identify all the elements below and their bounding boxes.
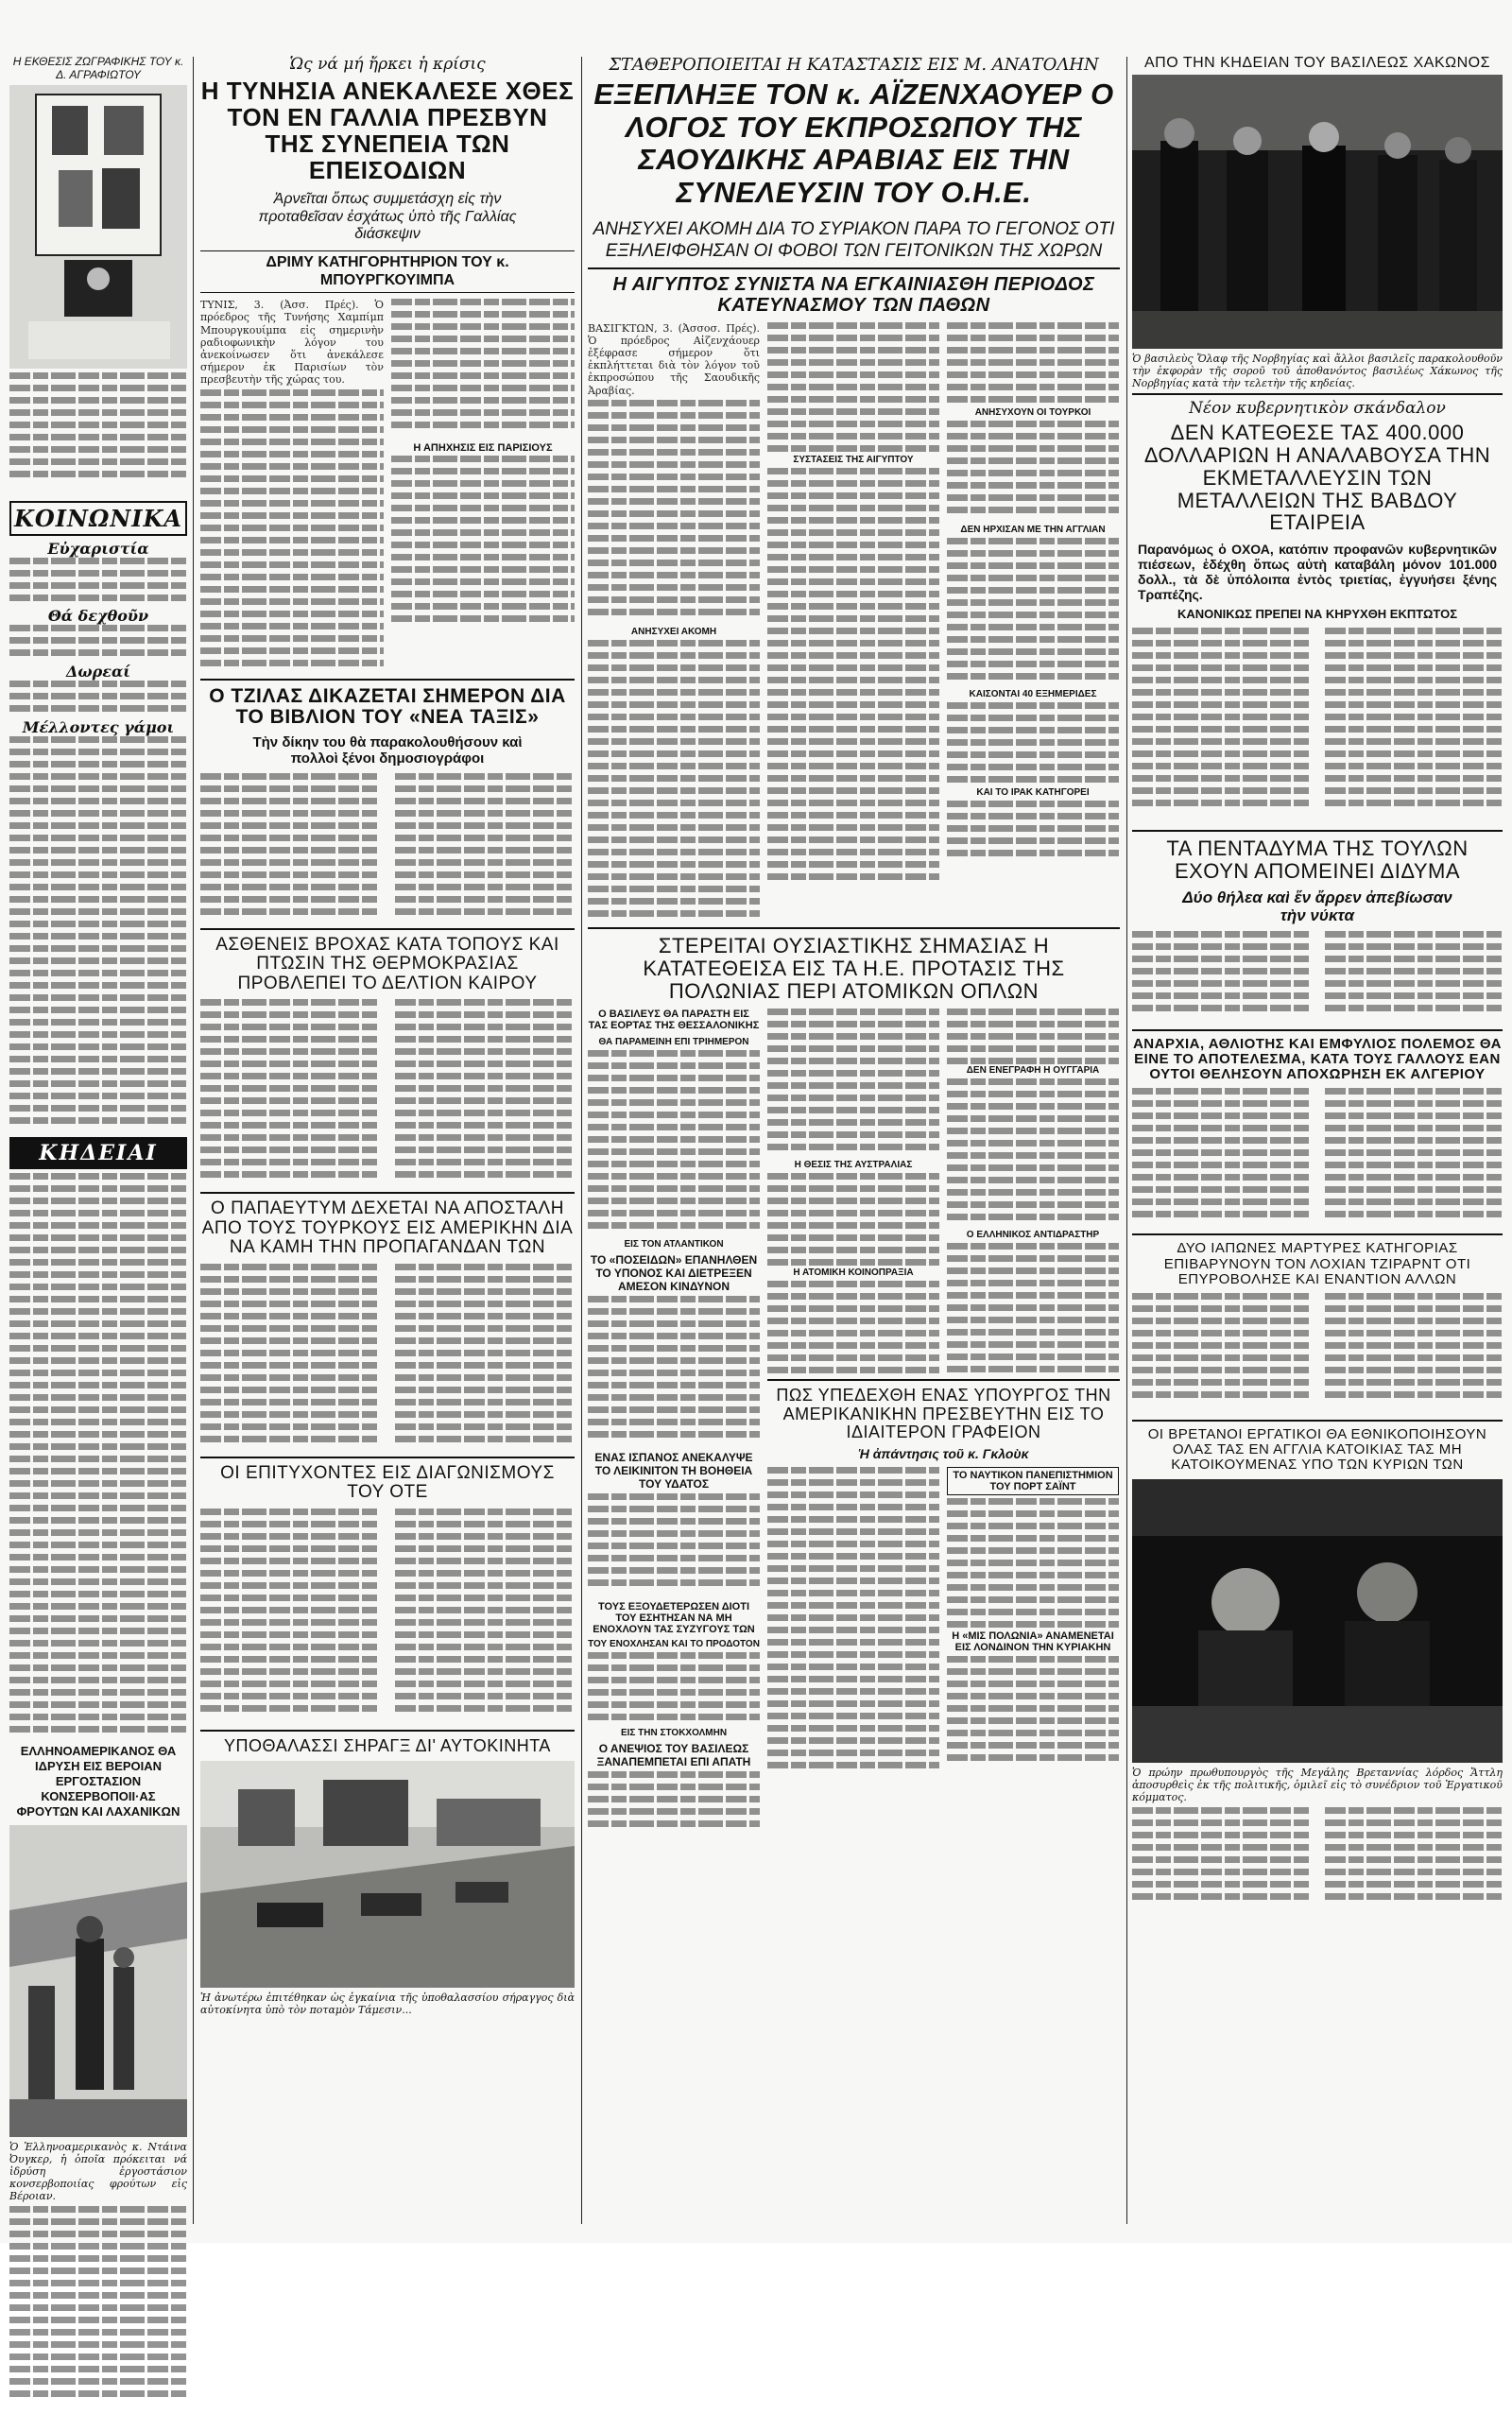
paris-reaction-subhead: Η ΑΠΗΧΗΣΙΣ ΕΙΣ ΠΑΡΙΣΙΟΥΣ (413, 442, 553, 455)
dexthoun-heading: Θά δεχθοῦν (47, 607, 149, 625)
funeral-photo (1132, 75, 1503, 349)
koinonika-heading: ΚΟΙΝΩΝΙΚΑ (9, 501, 187, 536)
tunnel-photo (200, 1761, 575, 1988)
anisyxei-subhead: ΑΝΗΣΥΧΕΙ ΑΚΟΜΗ (630, 626, 717, 637)
scandal-kicker: Νέον κυβερνητικὸν σκάνδαλον (1189, 399, 1446, 419)
husbands-headline: ΤΟΥΣ ΕΞΟΥΔΕΤΕΡΩΣΕΝ ΔΙΟΤΙ ΤΟΥ ΕΣΗΤΗΣΑΝ ΝΑ ΜΗ ΕΝΟΧΛΟΥΝ ΤΑΣ ΣΥΖΥΓΟΥΣ ΤΩΝ (593, 1601, 755, 1636)
column-3 (588, 55, 1120, 1837)
spaniard-headline: ΕΝΑΣ ΙΣΠΑΝΟΣ ΑΝΕΚΑΛΥΨΕ ΤΟ ΛΕΙΚΙΝΙΤΟΝ ΤΗ ΒΟΗΘΕΙΑ ΤΟΥ ΥΔΑΤΟΣ (594, 1451, 753, 1492)
newspapers-subhead: ΚΑΙΣΟΝΤΑΙ 40 ΕΞΗΜΕΡΙΔΕΣ (969, 688, 1097, 699)
enoxi-subhead: ΤΟΥ ΕΝΟΧΛΗΣΑΝ ΚΑΙ ΤΟ ΠΡΟΔΟΤΟΝ (588, 1639, 760, 1650)
turks-subhead: ΑΝΗΣΥΧΟΥΝ ΟΙ ΤΟΥΡΚΟΙ (974, 406, 1091, 418)
syria-subhead: ΣΥΣΤΑΣΕΙΣ ΤΗΣ ΑΙΓΥΠΤΟΥ (793, 454, 914, 465)
exhibit-headline: Η ΕΚΘΕΣΙΣ ΖΩΓΡΑΦΙΚΗΣ ΤΟΥ κ. Δ. ΑΓΡΑΦΙΩΤΟΥ (12, 55, 184, 81)
tunnel-headline: ΥΠΟΘΑΛΑΣΣΙ ΣΗΡΑΓΞ ΔΙ' ΑΥΤΟΚΙΝΗΤΑ (224, 1735, 551, 1755)
column-rule (581, 57, 582, 2224)
tunisia-subheadline-2: ΔΡΙΜΥ ΚΑΤΗΓΟΡΗΤΗΡΙΟΝ ΤΟΥ κ. ΜΠΟΥΡΓΚΟΥΙΜΠΑ (200, 250, 575, 293)
quintuplets-headline: ΤΑ ΠΕΝΤΑΔΥΜΑ ΤΗΣ ΤΟΥΛΩΝ ΕΧΟΥΝ ΑΠΟΜΕΙΝΕΙ ΔΙΔΥΜΑ (1166, 836, 1469, 884)
poland-headline: ΣΤΕΡΕΙΤΑΙ ΟΥΣΙΑΣΤΙΚΗΣ ΣΗΜΑΣΙΑΣ Η ΚΑΤΑΤΕΘΕΙΣΑ ΕΙΣ ΤΑ Η.Ε. ΠΡΟΤΑΣΙΣ ΤΗΣ ΠΟΛΩΝΙΑΣ ΠΕΡΙ ΑΤΟΜΙΚΩΝ ΟΠΛΩΝ (643, 933, 1065, 1004)
tzilas-headline: Ο ΤΖΙΛΑΣ ΔΙΚΑΖΕΤΑΙ ΣΗΜΕΡΟΝ ΔΙΑ ΤΟ ΒΙΒΛΙΟΝ ΤΟΥ «ΝΕΑ ΤΑΞΙΣ» (209, 684, 566, 729)
algeria-headline: ΑΝΑΡΧΙΑ, ΑΘΛΙΟΤΗΣ ΚΑΙ ΕΜΦΥΛΙΟΣ ΠΟΛΕΜΟΣ ΘΑ ΕΙΝΕ ΤΟ ΑΠΟΤΕΛΕΣΜΑ, ΚΑΤΑ ΤΟΥΣ ΓΑΛΛΟΥΣ ΕΑΝ ΟΥΤΟΙ ΘΕΛΗΣΟΥΝ ΑΠΟΧΩΡΗΣΗ ΕΚ ΑΛΓΕΡΙΟΥ (1132, 1035, 1503, 1083)
naval-headline: ΤΟ ΝΑΥΤΙΚΟΝ ΠΑΝΕΠΙΣΤΗΜΙΟΝ ΤΟΥ ΠΟΡΤ ΣΑΪΝΤ (947, 1467, 1119, 1495)
king-thess-subhead: Ο ΒΑΣΙΛΕΥΣ ΘΑ ΠΑΡΑΣΤΗ ΕΙΣ ΤΑΣ ΕΟΡΤΑΣ ΤΗΣ ΘΕΣΣΑΛΟΝΙΚΗΣ (588, 1009, 760, 1032)
ote-headline: ΟΙ ΕΠΙΤΥΧΟΝΤΕΣ ΕΙΣ ΔΙΑΓΩΝΙΣΜΟΥΣ ΤΟΥ ΟΤΕ (220, 1462, 555, 1503)
egypt-lead: ΒΑΣΙΓΚΤΩΝ, 3. (Ἀσσοσ. Πρές). Ὁ πρόεδρος Αἰζενχάουερ ἐξέφρασε σήμερον ὅτι ἐκπλήττεται διὰ τὸν λόγον τοῦ ἐκπροσώπου τῆς Σαουδικῆς Ἀραβίας. (588, 321, 760, 397)
attlee-photo (1132, 1479, 1503, 1763)
nephew-headline: Ο ΑΝΕΨΙΟΣ ΤΟΥ ΒΑΣΙΛΕΩΣ ΞΑΝΑΠΕΜΠΕΤΑΙ ΕΠΙ ΑΠΑΤΗ (596, 1742, 751, 1769)
funeral-headline: ΑΠΟ ΤΗΝ ΚΗΔΕΙΑΝ ΤΟΥ ΒΑΣΙΛΕΩΣ ΧΑΚΩΝΟΣ (1143, 55, 1490, 71)
main-headline: ΕΞΕΠΛΗΞΕ ΤΟΝ κ. ΑΪΖΕΝΧΑΟΥΕΡ Ο ΛΟΓΟΣ ΤΟΥ ΕΚΠΡΟΣΩΠΟΥ ΤΗΣ ΣΑΟΥΔΙΚΗΣ ΑΡΑΒΙΑΣ ΕΙΣ ΤΗΝ ΣΥΝΕΛΕΥΣΙΝ ΤΟΥ Ο.Η.Ε. (593, 78, 1114, 210)
poseidon-headline: ΤΟ «ΠΟΣΕΙΔΩΝ» ΕΠΑΝΗΛΘΕΝ ΤΟ ΥΠΟΝΟΣ ΚΑΙ ΔΙΕΤΡΕΞΕΝ ΑΜΕΣΟΝ ΚΙΝΔΥΝΟΝ (590, 1253, 758, 1294)
scandal-headline: ΔΕΝ ΚΑΤΕΘΕΣΕ ΤΑΣ 400.000 ΔΟΛΛΑΡΙΩΝ Η ΑΝΑΛΑΒΟΥΣΑ ΤΗΝ ΕΚΜΕΤΑΛΛΕΥΣΙΝ ΤΩΝ ΜΕΤΑΛΛΕΙΩΝ ΤΗΣ ΒΑΒΔΟΥ ΕΤΑΙΡΕΙΑ (1143, 421, 1491, 535)
papaeftym-headline: Ο ΠΑΠΑΕΥΤΥΜ ΔΕΧΕΤΑΙ ΝΑ ΑΠΟΣΤΑΛΗ ΑΠΟ ΤΟΥΣ ΤΟΥΡΚΟΥΣ ΕΙΣ ΑΜΕΡΙΚΗΝ ΔΙΑ ΝΑ ΚΑΜΗ ΤΗΝ ΠΡΟΠΑΓΑΝΔΑΝ ΤΩΝ (201, 1198, 574, 1258)
quintuplets-subheadline: Δύο θήλεα καὶ ἕν ἄρρεν ἀπεβίωσαν τὴν νύκτα (1182, 888, 1452, 925)
euxaristia-heading: Εὐχαριστία (47, 540, 149, 558)
stockholm-subhead: ΕΙΣ ΤΗΝ ΣΤΟΚΧΟΛΜΗΝ (620, 1728, 728, 1739)
tunisia-subheadline: Ἀρνεῖται ὅπως συμμετάσχη εἰς τὴν προταθεῖσαν ἐσχάτως ὑπὸ τῆς Γαλλίας διάσκεψιν (258, 191, 517, 243)
reactor-subhead: Ο ΕΛΛΗΝΙΚΟΣ ΑΝΤΙΔΡΑΣΤΗΡ (966, 1230, 1100, 1241)
column-4 (1132, 55, 1503, 1921)
greek-american-photo (9, 1825, 187, 2137)
greek-american-headline: ΕΛΛΗΝΟΑΜΕΡΙΚΑΝΟΣ ΘΑ ΙΔΡΥΣΗ ΕΙΣ ΒΕΡΟΙΑΝ ΕΡΓΟΣΤΑΣΙΟΝ ΚΟΝΣΕΡΒΟΠΟΙΙ·ΑΣ ΦΡΟΥΤΩΝ ΚΑΙ ΛΑΧΑΝΙΚΩΝ (16, 1744, 180, 1819)
exhibit-photo (9, 85, 187, 369)
column-1 (9, 55, 187, 2414)
mellontes-heading: Μέλλοντες γάμοι (22, 718, 175, 736)
kideiai-heading: ΚΗΔΕΙΑΙ (9, 1137, 187, 1169)
hungary-subhead: ΔΕΝ ΕΝΕΓΡΑΦΗ Η ΟΥΓΓΑΡΙΑ (966, 1065, 1100, 1077)
column-rule (1126, 57, 1127, 2224)
iraq-subhead: ΚΑΙ ΤΟ ΙΡΑΚ ΚΑΤΗΓΟΡΕΙ (976, 786, 1090, 798)
funeral-caption: Ὁ βασιλεὺς Ὄλαφ τῆς Νορβηγίας καὶ ἄλλοι βασιλεῖς παρακολουθοῦν τὴν ἐκφορὰν τῆς σοροῦ τοῦ ἀποθανόντος βασιλέως Χάκωνος τῆς Νορβηγίας κατὰ τὴν τελετὴν τῆς κηδείας. (1132, 353, 1503, 390)
tunnel-caption: Ἡ ἀνωτέρω ἐπιτέθηκαν ὡς ἐγκαίνια τῆς ὑποθαλασσίου σήραγγος διὰ αὐτοκίνητα ὑπὸ τὸν ποταμὸν Τάμεσιν... (200, 1992, 575, 2017)
tunisia-kicker: Ὡς νά μή ἤρκει ἡ κρίσις (289, 55, 486, 74)
tzilas-subheadline: Τὴν δίκην του θὰ παρακολουθήσουν καὶ πολλοὶ ξένοι δημοσιογράφοι (252, 734, 523, 767)
column-2 (200, 55, 575, 2016)
scandal-subheadline: ΚΑΝΟΝΙΚΩΣ ΠΡΕΠΕΙ ΝΑ ΚΗΡΥΧΘΗ ΕΚΠΤΩΤΟΣ (1177, 607, 1457, 622)
tha-paramein-subhead: ΘΑ ΠΑΡΑΜΕΙΝΗ ΕΠΙ ΤΡΙΗΜΕΡΟΝ (598, 1037, 749, 1048)
main-subheadline: ΑΝΗΣΥΧΕΙ ΑΚΟΜΗ ΔΙΑ ΤΟ ΣΥΡΙΑΚΟΝ ΠΑΡΑ ΤΟ ΓΕΓΟΝΟΣ ΟΤΙ ΕΞΗΛΕΙΦΘΗΣΑΝ ΟΙ ΦΟΒΟΙ ΤΩΝ ΓΕΙΤΟΝΙΚΩΝ ΤΗΣ ΧΩΡΩΝ (593, 218, 1115, 261)
britain-headline: ΟΙ ΒΡΕΤΑΝΟΙ ΕΡΓΑΤΙΚΟΙ ΘΑ ΕΘΝΙΚΟΠΟΙΗΣΟΥΝ ΟΛΑΣ ΤΑΣ ΕΝ ΑΓΓΛΙΑ ΚΑΤΟΙΚΙΑΣ ΤΑΣ ΜΗ ΚΑΤΟΙΚΟΥΜΕΝΑΣ ΥΠΟ ΤΩΝ ΚΥΡΙΩΝ ΤΩΝ (1147, 1426, 1487, 1474)
tunisia-headline: Η ΤΥΝΗΣΙΑ ΑΝΕΚΑΛΕΣΕ ΧΘΕΣ ΤΟΝ ΕΝ ΓΑΛΛΙΑ ΠΡΕΣΒΥΝ ΤΗΣ ΣΥΝΕΠΕΙΑ ΤΩΝ ΕΠΕΙΣΟΔΙΩΝ (200, 77, 575, 185)
atomic-coop-subhead: Η ΑΤΟΜΙΚΗ ΚΟΙΝΟΠΡΑΞΙΑ (793, 1267, 914, 1279)
tunisia-lead: ΤΥΝΙΣ, 3. (Ἀσσ. Πρές). Ὁ πρόεδρος τῆς Τυνήσης Χαμπίμπ Μπουργκουίμπα εἰς σημερινὴν ραδιοφωνικὴν λόγον του ἀνεκοίνωσεν ὅτι ἀνεκάλεσε σήμερον ἐκ Παρισίων τὸν πρεσβευτὴν τῆς χώρας του. (200, 299, 384, 387)
main-kicker: ΣΤΑΘΕΡΟΠΟΙΕΙΤΑΙ Η ΚΑΤΑΣΤΑΣΙΣ ΕΙΣ Μ. ΑΝΑΤΟΛΗΝ (609, 55, 1099, 75)
egypt-headline: Η ΑΙΓΥΠΤΟΣ ΣΥΝΙΣΤΑ ΝΑ ΕΓΚΑΙΝΙΑΣΘΗ ΠΕΡΙΟΔΟΣ ΚΑΤΕΥΝΑΣΜΟΥ ΤΩΝ ΠΑΘΩΝ (612, 274, 1095, 317)
greek-american-caption: Ὁ Ἑλληνοαμερικανὸς κ. Ντάινα Ὀυγκερ, ἡ ὁποῖα πρόκειται νά ἱδρύση ἐργοστάσιον κονσερβοποιίας φρούτων εἰς Βέροιαν. (9, 2141, 187, 2202)
atlantic-subhead: ΕΙΣ ΤΟΝ ΑΤΛΑΝΤΙΚΟΝ (624, 1239, 724, 1250)
england-subhead: ΔΕΝ ΗΡΧΙΣΑΝ ΜΕ ΤΗΝ ΑΓΓΛΙΑΝ (960, 524, 1106, 535)
rain-headline: ΑΣΘΕΝΕΙΣ ΒΡΟΧΑΣ ΚΑΤΑ ΤΟΠΟΥΣ ΚΑΙ ΠΤΩΣΙΝ ΤΗΣ ΘΕΡΜΟΚΡΑΣΙΑΣ ΠΡΟΒΛΕΠΕΙ ΤΟ ΔΕΛΤΙΟΝ ΚΑΙΡΟΥ (215, 934, 559, 993)
minister-headline: ΠΩΣ ΥΠΕΔΕΧΘΗ ΕΝΑΣ ΥΠΟΥΡΓΟΣ ΤΗΝ ΑΜΕΡΙΚΑΝΙΚΗΝ ΠΡΕΣΒΕΥΤΗΝ ΕΙΣ ΤΟ ΙΔΙΑΙΤΕΡΟΝ ΓΡΑΦΕΙΟΝ (776, 1386, 1111, 1442)
dorea-heading: Δωρεαί (65, 663, 131, 681)
column-rule (193, 57, 194, 2224)
attlee-caption: Ὁ πρώην πρωθυπουργὸς τῆς Μεγάλης Βρεταννίας λόρδος Ἄττλη ἀποσυρθεὶς ἐκ τῆς πολιτικῆς, ὁμιλεῖ εἰς τὸ συνέδριον τοῦ Ἐργατικοῦ κόμματος. (1132, 1766, 1503, 1803)
scandal-lead: Παρανόμως ὁ ΟΧΟΑ, κατόπιν προφανῶν κυβερνητικῶν πιέσεων, ἐδέχθη ὅπως αὐτὴ καταβάλη μόνον 101.000 δολλ., τὰ δὲ ὑπόλοιπα ἐντὸς τριετίας, ἐγγυήσει ξένης Τραπέζης. (1138, 542, 1497, 603)
japan-headline: ΔΥΟ ΙΑΠΩΝΕΣ ΜΑΡΤΥΡΕΣ ΚΑΤΗΓΟΡΙΑΣ ΕΠΙΒΑΡΥΝΟΥΝ ΤΟΝ ΛΟΧΙΑΝ ΤΖΙΡΑΡΝΤ ΟΤΙ ΕΠΥΡΟΒΟΛΗΣΕ ΚΑΙ ΕΝΑΝΤΙΟΝ ΑΛΛΩΝ (1163, 1240, 1471, 1287)
mis-poland-headline: Η «ΜΙΣ ΠΟΛΩΝΙΑ» ΑΝΑΜΕΝΕΤΑΙ ΕΙΣ ΛΟΝΔΙΝΟΝ ΤΗΝ ΚΥΡΙΑΚΗΝ (952, 1629, 1114, 1653)
minister-subheadline: Ἡ ἀπάντησις τοῦ κ. Γκλοὺκ (858, 1445, 1029, 1461)
australia-subhead: Η ΘΕΣΙΣ ΤΗΣ ΑΥΣΤΡΑΛΙΑΣ (794, 1160, 913, 1171)
